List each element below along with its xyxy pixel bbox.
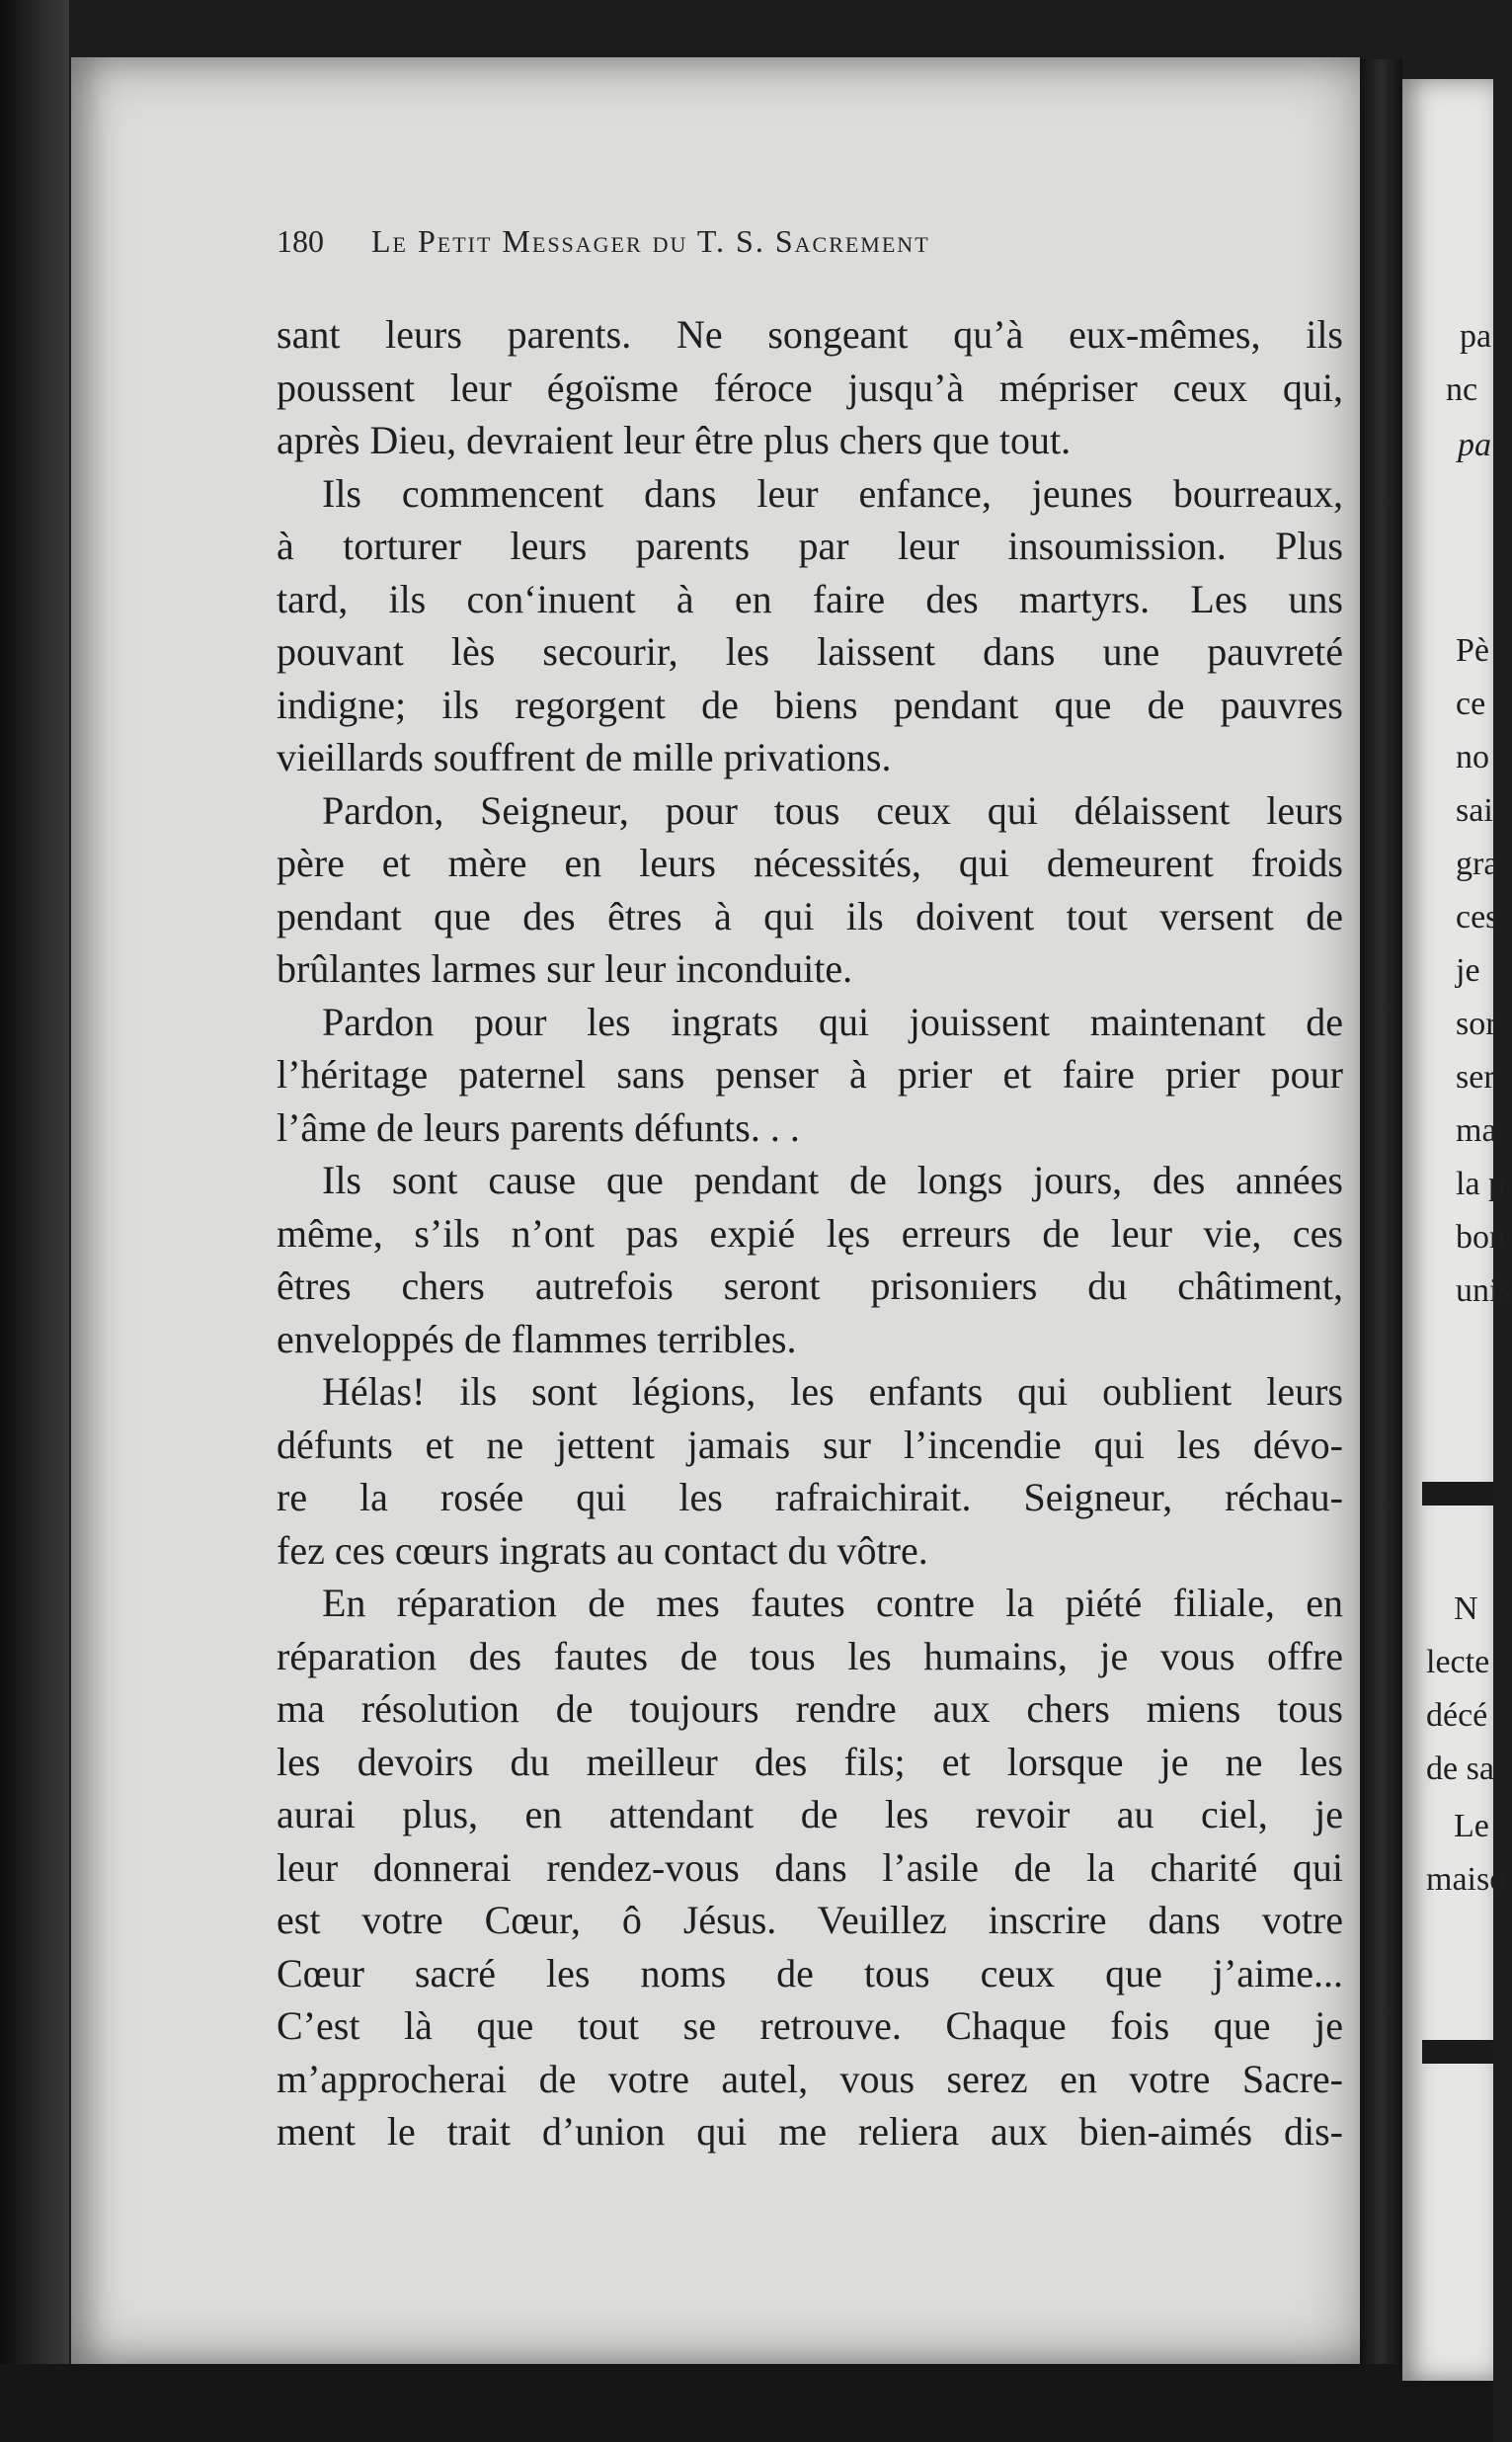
right-page-rule [1422,2040,1493,2064]
right-page-text-fragment: no [1456,739,1489,775]
text-line: réparation des fautes de tous les humains, je vous offre [277,1633,1343,1678]
right-page-text-fragment: sor [1456,1006,1497,1042]
right-page-text-fragment: unis [1456,1272,1512,1309]
text-line: re la rosée qui les rafraichirait. Seigneur, réchau- [277,1475,1343,1519]
scan-left-edge [0,0,69,2442]
right-page-text-fragment: N [1454,1590,1478,1627]
text-line: leur donnerai rendez-vous dans l’asile de la charité qui [277,1844,1343,1890]
page-number: 180 [277,223,324,259]
text-line: indigne; ils regorgent de biens pendant que de pauvres [277,682,1343,727]
paragraph-first-line: Ils sont cause que pendant de longs jours, des années [322,1158,1343,1202]
right-page-text-fragment: Le [1454,1808,1489,1844]
right-page-text-fragment: sai [1456,792,1493,829]
text-line: même, s’ils n’ont pas expié lęs erreurs de leur vie, ces [277,1210,1343,1256]
right-page-text-fragment: lecte [1426,1644,1490,1680]
right-page-text-fragment: je [1456,952,1480,989]
text-line: père et mère en leurs nécessités, qui demeurent froids [277,841,1343,885]
text-line: à torturer leurs parents par leur insoumission. Plus [277,524,1343,568]
text-line: fez ces cœurs ingrats au contact du vôtre. [277,1527,928,1573]
text-line: est votre Cœur, ô Jésus. Veuillez inscrire dans votre [277,1898,1343,1942]
book-gutter [1360,59,1402,2401]
right-page-text-fragment: pa [1458,427,1491,463]
text-line: les devoirs du meilleur des fils; et lorsque je ne les [277,1739,1343,1784]
text-line: l’âme de leurs parents défunts. . . [277,1104,800,1150]
right-page-text-fragment: la p [1456,1166,1506,1202]
scan-bottom-edge [0,2364,1493,2442]
paragraph-first-line: Pardon pour les ingrats qui jouissent maintenant de [322,999,1343,1044]
text-line: poussent leur égoïsme féroce jusqu’à mépriser ceux qui, [277,365,1343,410]
text-line: sant leurs parents. Ne songeant qu’à eux-mêmes, ils [277,312,1343,357]
right-page-text-fragment: ce [1456,686,1486,722]
text-line: enveloppés de flammes terribles. [277,1316,797,1361]
right-page-text-fragment: maiso [1426,1861,1507,1898]
text-line: tard, ils con‘inuent à en faire des martyrs. Les uns [277,576,1343,621]
right-page-text-fragment: Pè [1456,632,1489,669]
right-page-text-fragment: décé [1426,1697,1488,1734]
page-header [277,223,1264,263]
right-page-text-fragment: bon [1456,1219,1506,1256]
text-line: vieillards souffrent de mille privations. [277,735,892,779]
text-line: l’héritage paternel sans penser à prier et faire prier pour [277,1052,1343,1097]
text-line: C’est là que tout se retrouve. Chaque fois que je [277,2003,1343,2048]
paragraph-first-line: Ils commencent dans leur enfance, jeunes bourreaux, [322,470,1343,516]
paragraph-first-line: En réparation de mes fautes contre la piété filiale, en [322,1581,1343,1625]
right-page-text-fragment: pa [1460,318,1492,355]
text-line: êtres chers autrefois seront prisonıiers du châtiment, [277,1263,1343,1308]
text-line: pouvant lès secourir, les laissent dans une pauvreté [277,629,1343,674]
text-line: aurai plus, en attendant de les revoir au ciel, je [277,1792,1343,1836]
text-line: Cœur sacré les noms de tous ceux que j’aime... [277,1950,1343,1995]
text-line: pendant que des êtres à qui ils doivent tout versent de [277,893,1343,938]
text-line: ma résolution de toujours rendre aux chers miens tous [277,1686,1343,1731]
right-page-rule [1422,1482,1493,1506]
right-page-text-fragment: de sa [1426,1750,1494,1787]
right-page-text-fragment: ma [1456,1112,1497,1149]
text-line: après Dieu, devraient leur être plus chers que tout. [277,418,1072,462]
running-title: Le Petit Messager du T. S. Sacrement [371,223,930,259]
right-page-text-fragment: ser [1456,1059,1495,1096]
text-line: défunts et ne jettent jamais sur l’incendie qui les dévo- [277,1422,1343,1467]
text-line: ment le trait d’union qui me reliera aux bien-aimés dis- [277,2109,1343,2154]
text-line: m’approcherai de votre autel, vous serez en votre Sacre- [277,2056,1343,2101]
right-page-text-fragment: ces [1456,899,1499,936]
page-body-text [277,308,1343,2158]
text-line: brûlantes larmes sur leur inconduite. [277,946,853,991]
paragraph-first-line: Pardon, Seigneur, pour tous ceux qui délaissent leurs [322,787,1343,833]
paragraph-first-line: Hélas! ils sont légions, les enfants qui oublient leurs [322,1369,1343,1414]
right-page-fragment [1402,79,1512,2381]
right-page-text-fragment: nc [1446,371,1478,408]
right-page-text-fragment: gra [1456,846,1499,882]
